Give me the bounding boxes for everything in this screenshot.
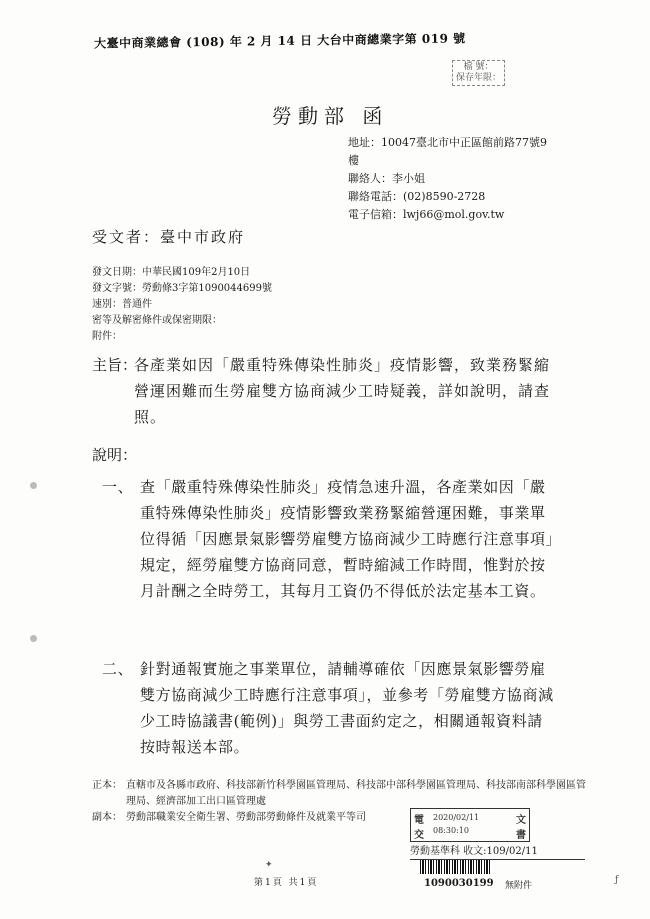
receipt-number-stamp: 大臺中商業總會 (108) 年 2 月 14 日 大台中商總業字第 019 號 xyxy=(93,31,466,51)
main-recipients xyxy=(92,778,592,810)
stamp-corner-tr: 文 xyxy=(516,815,526,826)
stamp-corner-bl: 交 xyxy=(414,830,424,841)
scan-mark: ƒ xyxy=(615,875,619,885)
description-item xyxy=(102,474,558,604)
main-recipients-text: 直轄市及各縣市政府、科技部新竹科學園區管理局、科技部中部科學園區管理局、科技部南部科學園區管理局、經濟部加工出口區管理處 xyxy=(126,780,586,807)
document-title: 勞動部 函 xyxy=(272,104,389,128)
barcode-image xyxy=(420,860,492,874)
contact-email: 電子信箱：lwj66@mol.gov.tw xyxy=(348,208,505,221)
contact-phone: 聯絡電話：(02)8590-2728 xyxy=(348,190,486,203)
subject-text: 各產業如因「嚴重特殊傳染性肺炎」疫情影響，致業務緊縮營運困難而生勞雇雙方協商減少工時疑義，詳如說明，請查照。 xyxy=(134,356,551,426)
scan-mark: ✦ xyxy=(265,860,273,870)
cc-recipients-text: 勞動部職業安全衛生署、勞動部勞動條件及就業平等司 xyxy=(126,812,366,823)
stamp-time: 08:30:10 xyxy=(433,826,469,835)
address-line-1: 地址：10047臺北市中正區館前路77號9 xyxy=(348,136,547,149)
subject-section xyxy=(92,352,552,430)
recipient: 受文者：臺中市政府 xyxy=(92,228,246,246)
receipt-bar: 勞動基準科 收文:109/02/11 xyxy=(410,842,585,860)
page-number: 第1頁 共1頁 xyxy=(254,878,319,888)
attachment-note: 無附件 xyxy=(505,881,533,891)
description-label: 說明： xyxy=(92,446,138,464)
stamp-corner-br: 書 xyxy=(516,830,526,841)
main-recipients-label: 正本： xyxy=(92,780,122,791)
stamp-date: 2020/02/11 xyxy=(433,813,480,822)
binding-hole xyxy=(30,482,37,489)
document-meta xyxy=(92,265,272,345)
contact-block xyxy=(348,134,588,224)
item-number: 一、 xyxy=(102,478,134,496)
receive-stamp xyxy=(410,808,530,842)
binding-hole xyxy=(30,635,37,642)
archive-label-file: 檔 號： xyxy=(463,62,494,72)
cc-recipients-label: 副本： xyxy=(92,812,122,823)
issue-date: 發文日期：中華民國109年2月10日 xyxy=(92,267,251,278)
attachment-field: 附件： xyxy=(92,331,122,342)
subject-label: 主旨： xyxy=(92,356,138,374)
delivery-speed: 速別：普通件 xyxy=(92,299,152,310)
contact-person: 聯絡人：李小姐 xyxy=(348,172,425,185)
barcode-number: 1090030199 xyxy=(424,878,494,889)
archive-label-retention: 保存年限： xyxy=(456,73,502,83)
description-item xyxy=(102,656,558,760)
item-text: 針對通報實施之事業單位，請輔導確依「因應景氣影響勞雇雙方協商減少工時應行注意事項」，並參考「勞雇雙方協商減少工時協議書(範例)」與勞工書面約定之，相關通報資料請按時報送本部。 xyxy=(140,660,554,756)
document-number: 發文字號：勞動條3字第1090044699號 xyxy=(92,283,272,294)
stamp-corner-tl: 電 xyxy=(414,815,424,826)
address-line-2: 樓 xyxy=(348,154,359,167)
item-text: 查「嚴重特殊傳染性肺炎」疫情急速升溫，各產業如因「嚴重特殊傳染性肺炎」疫情影響致業務緊縮營運困難，事業單位得循「因應景氣影響勞雇雙方協商減少工時應行注意事項」規定，經勞雇雙方協商同意，暫時縮減工作時間，惟對於按月計酬之全時勞工，其每月工資仍不得低於法定基本工資。 xyxy=(140,478,554,600)
archive-info xyxy=(452,60,505,86)
item-number: 二、 xyxy=(102,660,134,678)
secrecy-level: 密等及解密條件或保密期限： xyxy=(92,315,222,326)
